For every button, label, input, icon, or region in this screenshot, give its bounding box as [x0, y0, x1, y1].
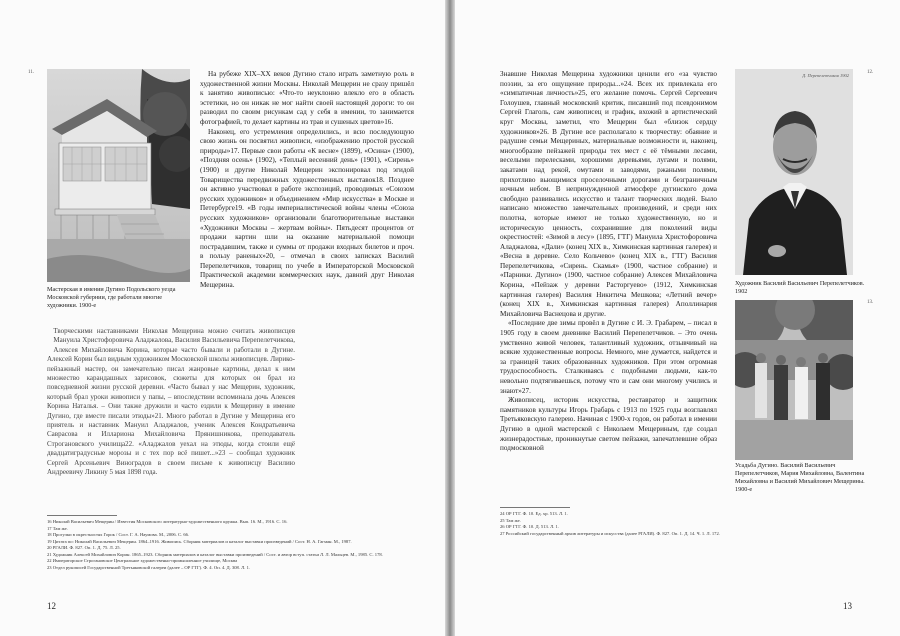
photo-dugino-estate — [735, 300, 853, 460]
body-paragraph: Знавшие Николая Мещерина художники ценили его «за чувство поэзии, за его ощущение природы...»24. Всех их привлекала его «симпатичная личность»25, его желание помочь. Сергей Сергеевич Голоушев, главный московский критик, писавший под псевдонимом Сергей Глаголь, сам живописец и график, вхожий в артистический круг Москвы, заметил, что Мещерин был «близок сердцу художников»26. В Дугине все располагало к творчеству: обаяние и радушие семьи Мещериных, материальные возможности и, наконец, многообразие пейзажей природы тех мест с её тёмными лесами, веселыми перелесками, хорошими деревьями, лугами и полями, закатами над рекой, омутами и заводями, ржаными полями, прихотливо вьющимися проселочными дорогами и безграничным ночным небом. В непринужденной атмосфере дугинского дома свободно развивались искусство и талант творческих людей. Было написано множество замечательных произведений, и среди них полотна, которые имеют не только художественную, но и историческую ценность, сохранившие для поколений виды окрестностей: «Зимой в лесу» (1895, ГТГ) Мануила Христофоровича Аладжалова, «Дали» (конец XIX в., Химкинская картинная галерея) и «Весна в деревне. Село Кольчево» (конец XIX в., ГТГ) Василия Перепелетчикова, «Сирень. Скамья» (1900, частное собрание) и «Парники. Дугино» (1900, частное собрание) Алексея Михайловича Корина, «Пейзаж у деревни Расторгуево» (1912, Химкинская картинная галерея) Василия Никитича Мешкова; «Летний вечер» (конец XIX в., Химкинская картинная галерея) Аполлинария Михайловича Васнецова и другие. — [500, 70, 717, 318]
figure-number-12: 12. — [867, 70, 874, 75]
left-body-column — [200, 70, 414, 291]
footnote-rule — [47, 515, 117, 516]
body-paragraph: «Последние две зимы провёл в Дугине с И. Э. Грабарем, – писал в 1905 году в своем дневнике Василий Перепелетчиков. – Это очень умственно живой человек, талантливый художник, отзывчивый на всякие художественные вопросы. Немного, мне думается, найдется и за границей таких образованных художников. При этом огромная трудоспособность. Сталкиваясь с подобными людьми, как-то невольно подтягиваешься, потому что и сам они многому учились и знают»27. — [500, 319, 717, 395]
editorial-block — [47, 327, 295, 478]
figure-caption-11: Мастерская в имении Дугино Подольского уезда Московской губернии, где работали многие художники. 1900-е — [47, 286, 176, 309]
body-paragraph: На рубеже XIX–XX веков Дугино стало играть заметную роль в художественной жизни Москвы. Николай Мещерин не сразу пришёл к занятию живописью: «Что-то неуклонно влекло его в область эстетики, но он никак не мог найти своей настоящей дороги: то он разводил по своим рисункам сад у себя в имении, то занимается фотографией, то делает картины из трав и сушеных цветов»16. — [200, 70, 414, 126]
figure-number-11: 11. — [28, 70, 35, 75]
footnote-rule — [500, 507, 570, 508]
footnote: 16 Николай Васильевич Мещерин / Известия Московского литературно-художественного кружка. Вып. 16. М., 1916. С. 16. — [47, 519, 288, 524]
right-footnotes — [500, 511, 800, 537]
right-body-column — [500, 70, 717, 454]
footnote: 20 РГАЛИ. Ф. 827. Оп. 1. Д. 75. Л. 25. — [47, 545, 121, 550]
footnote: 21 Художник Алексей Михайлович Корин. 1865–1923. Сборник материалов и каталог выставки произведений / Сост. и автор вступ. статьи Л. Л. Мальцев. М., 1985. С. 178. — [47, 551, 383, 557]
footnote: 24 ОР ГТГ. Ф. 10. Ед. хр. 513. Л. 1. — [500, 511, 568, 516]
footnote: 23 Отдел рукописей Государственной Третьяковской галереи (далее – ОР ГТГ). Ф. 4. Оп. 4. Д. 308. Л. 1. — [47, 564, 251, 570]
editorial-text: Творческими наставниками Николая Мещерина можно считать живописцев Мануила Христофоровича Аладжалова, Василия Васильевича Перепелетчикова, Алексея Михайловича Корина, которые часто бывали и работали в Дугине. Алексей Корин был видным художником Московской школы живописцев. Лирико-пейзажный мастер, он замечательно писал жанровые картины, делал к ним множество карандашных зарисовок, сюжеты для которых он брал из повседневной жизни русской деревни. «Часто бывал у нас Мещерин, художник, который брал уроки живописи у папы, – впоследствии вспоминала дочь Алексея Корина Наталья. – Они также дружили и часто ездили к Мещерину в имение Дугино, где вместе писали этюды»21. Много работал в Дугине у Мещерина его приятель и наставник Мануил Аладжалов, ученик Алексея Кондратьевича Саврасова и Иллариона Михайловича Прянишникова, преподаватель Строгановского училища22. «Аладжалов уехал на этюды, когда стоили ещё двадцатиградусные морозы и с тех пор всё пишет...»23 – сообщал художник Сергей Арсеньевич Виноградов в своем письме к живописцу Василию Андреевичу Ликину 5 мая 1898 года. — [47, 327, 295, 477]
photo-dugino-studio — [47, 69, 190, 282]
figure-caption-12: Художник Василий Васильевич Перепелетчиков. 1902 — [735, 280, 865, 295]
page-number-left: 12 — [47, 601, 56, 611]
group-photo-image — [735, 300, 853, 460]
photo-perepeletchikov — [735, 69, 853, 275]
studio-photo-image — [47, 69, 190, 282]
photo-inscription: Д. Перепелетчиков 1902 — [802, 73, 849, 78]
left-footnotes — [47, 519, 407, 571]
portrait-photo-image — [735, 69, 853, 275]
book-gutter — [445, 0, 455, 636]
footnote: 26 ОР ГТГ. Ф. 10. Д. 513. Л. 1. — [500, 524, 559, 529]
footnote: 25 Там же. — [500, 517, 521, 523]
left-page — [0, 0, 445, 636]
footnote: 27 Российский государственный архив литературы и искусства (далее РГАЛИ). Ф. 827. Оп. 1. Д. 14. Ч. 1. Л. 172. — [500, 530, 720, 536]
right-page — [455, 0, 900, 636]
footnote: 17 Там же. — [47, 525, 68, 531]
page-number-right: 13 — [843, 601, 852, 611]
body-paragraph: Наконец, его устремления определились, и всю последующую свою жизнь он посвятил живописи, «изображению простой русской природы»17. Первые свои работы «К весне» (1899), «Осина» (1900), «Поздняя осень» (1902), «Теплый весенний день» (1901), «Сирень» (1900) и другие Николай Мещерин экспонировал под эгидой Товарищества передвижных художественных выставок18. Позднее он активно участвовал в работе экспозиций, проводимых «Союзом русских художников» и объединением «Мир искусства» в Москве и Петербурге19. «В годы империалистической войны члены «Союза русских художников» организовали благотворительные выставки «Художники Москвы – жертвам войны». Пятьдесят процентов от продажи картин шли на оказание материальной помощи пострадавшим, также и суммы от продажи входных билетов и проч. в пользу раненых»20, – отмечал в своих записках Василий Перепелетчиков, товарищ по учебе в Императорской Московской Практической академии коммерческих наук, давний друг Николая Мещерина. — [200, 127, 414, 290]
figure-number-13: 13. — [867, 300, 874, 305]
footnote: 18 Прогулки в окрестностях Горок / Сост. Г. А. Наумова. М., 2006. С. 66. — [47, 532, 190, 537]
drop-cap-decoration — [47, 328, 51, 346]
figure-caption-13: Усадьба Дугино. Василий Васильевич Перепелетчиков, Мария Михайловна, Валентина Михайловна и Василий Михайлович Мещерины. 1900-е — [735, 462, 865, 493]
footnote: 19 Цитата по: Николай Васильевич Мещерин. 1864–1916. Живопись. Сборник материалов и каталог выставки произведений / Сост. Н. А. Гагман. М., 1987. — [47, 538, 352, 544]
footnote: 22 Императорское Строгановское Центральное художественно-промышленное училище, Москва — [47, 558, 238, 563]
body-paragraph: Живописец, историк искусства, реставратор и защитник памятников культуры Игорь Грабарь с 1913 по 1925 годы возглавлял Третьяковскую галерею. Начиная с 1900-х годов, он работал в имении Дугино в одной мастерской с Николаем Мещериным, где создал жизнерадостные, проникнутые светом пейзажи, запечатлевшие образ подмосковной — [500, 396, 717, 453]
